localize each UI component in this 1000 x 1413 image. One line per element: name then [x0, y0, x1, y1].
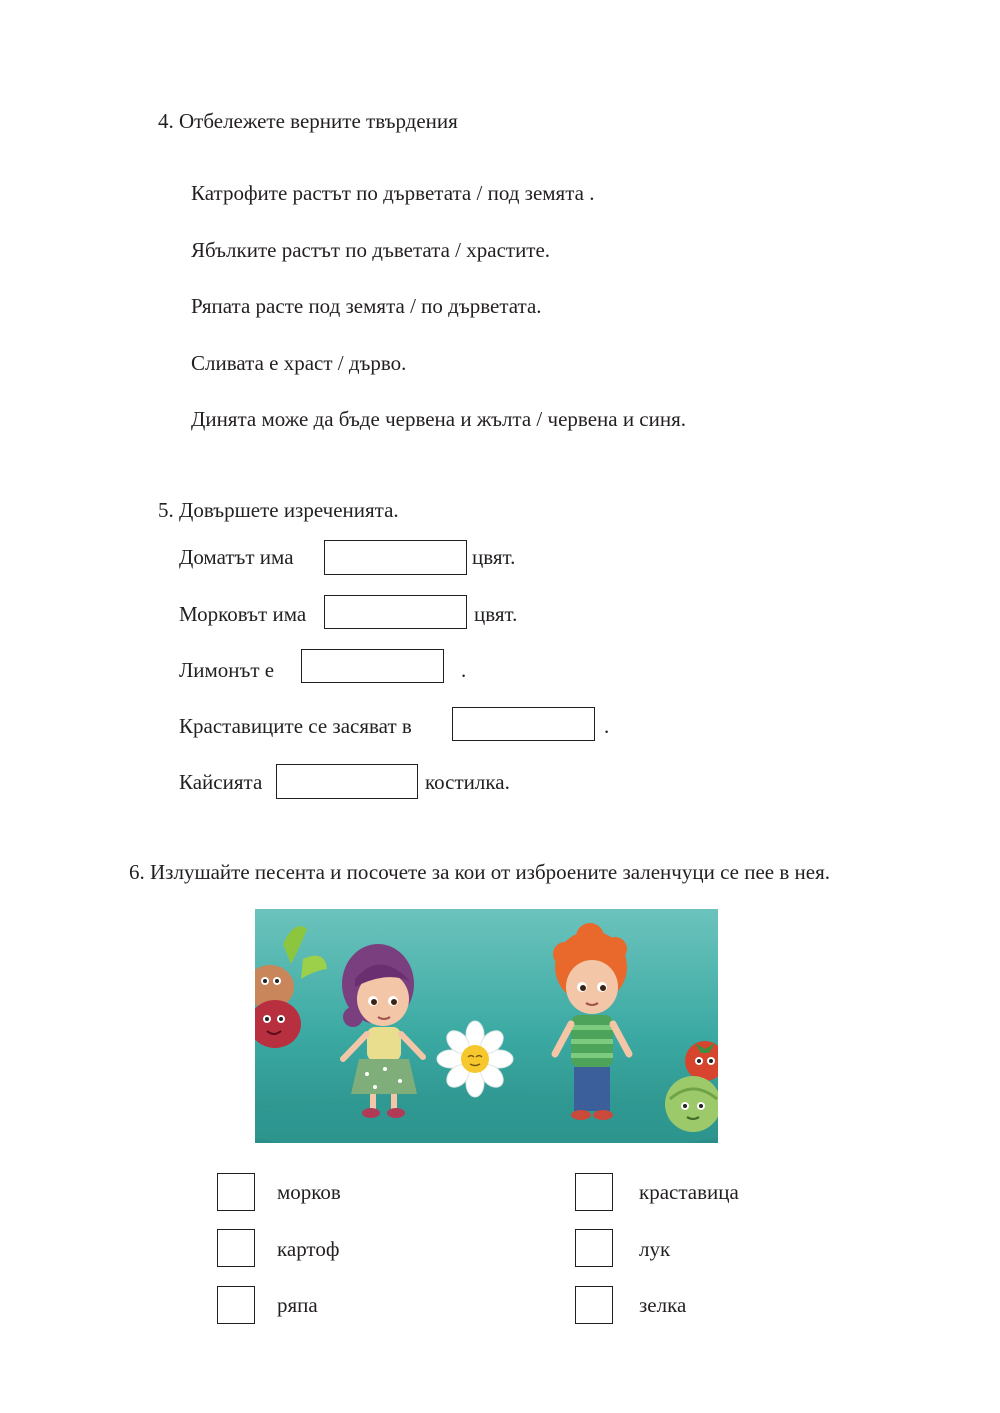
- option-label-krastavitsa: краставица: [639, 1180, 739, 1204]
- q5-sentence-3-after: .: [461, 658, 467, 682]
- q5-answer-1-input[interactable]: [324, 540, 467, 575]
- q6-title: 6. Излушайте песента и посочете за кои от изброените заленчуци се пее в нея.: [129, 860, 830, 884]
- checkbox-zelka[interactable]: [575, 1286, 613, 1324]
- option-label-morkov: морков: [277, 1180, 341, 1204]
- q5-sentence-3-before: Лимонът е: [179, 658, 275, 682]
- q5-answer-4-input[interactable]: [452, 707, 595, 741]
- option-label-ryapa: ряпа: [277, 1293, 318, 1317]
- q4-title: 4. Отбележете верните твърдения: [158, 109, 458, 133]
- option-label-zelka: зелка: [639, 1293, 687, 1317]
- q5-sentence-2-before: Морковът има: [179, 602, 307, 626]
- q5-sentence-4-before: Краставиците се засяват в: [179, 714, 412, 738]
- q5-sentence-4-after: .: [604, 714, 610, 738]
- q4-statement-1[interactable]: Катрофите растът по дърветата / под земята .: [191, 181, 595, 205]
- cartoon-scene-image: [255, 909, 718, 1143]
- q5-sentence-2-after: цвят.: [474, 602, 518, 626]
- q4-statement-4[interactable]: Сливата е храст / дърво.: [191, 351, 407, 375]
- q5-answer-5-input[interactable]: [276, 764, 418, 799]
- q5-sentence-1-before: Доматът има: [179, 545, 294, 569]
- checkbox-kartof[interactable]: [217, 1229, 255, 1267]
- q5-title: 5. Довършете изреченията.: [158, 498, 399, 522]
- checkbox-luk[interactable]: [575, 1229, 613, 1267]
- q5-sentence-5-before: Кайсията: [179, 770, 263, 794]
- q4-statement-5[interactable]: Динята може да бъде червена и жълта / червена и синя.: [191, 407, 687, 431]
- song-video-thumbnail[interactable]: [255, 909, 718, 1143]
- q4-statement-3[interactable]: Ряпата расте под земята / по дърветата.: [191, 294, 542, 318]
- checkbox-krastavitsa[interactable]: [575, 1173, 613, 1211]
- q4-statement-2[interactable]: Ябълките растът по дъветата / храстите.: [191, 238, 551, 262]
- option-label-kartof: картоф: [277, 1237, 340, 1261]
- checkbox-ryapa[interactable]: [217, 1286, 255, 1324]
- q5-answer-2-input[interactable]: [324, 595, 467, 629]
- q5-sentence-1-after: цвят.: [472, 545, 516, 569]
- q5-answer-3-input[interactable]: [301, 649, 444, 683]
- option-label-luk: лук: [639, 1237, 671, 1261]
- q5-sentence-5-after: костилка.: [425, 770, 510, 794]
- checkbox-morkov[interactable]: [217, 1173, 255, 1211]
